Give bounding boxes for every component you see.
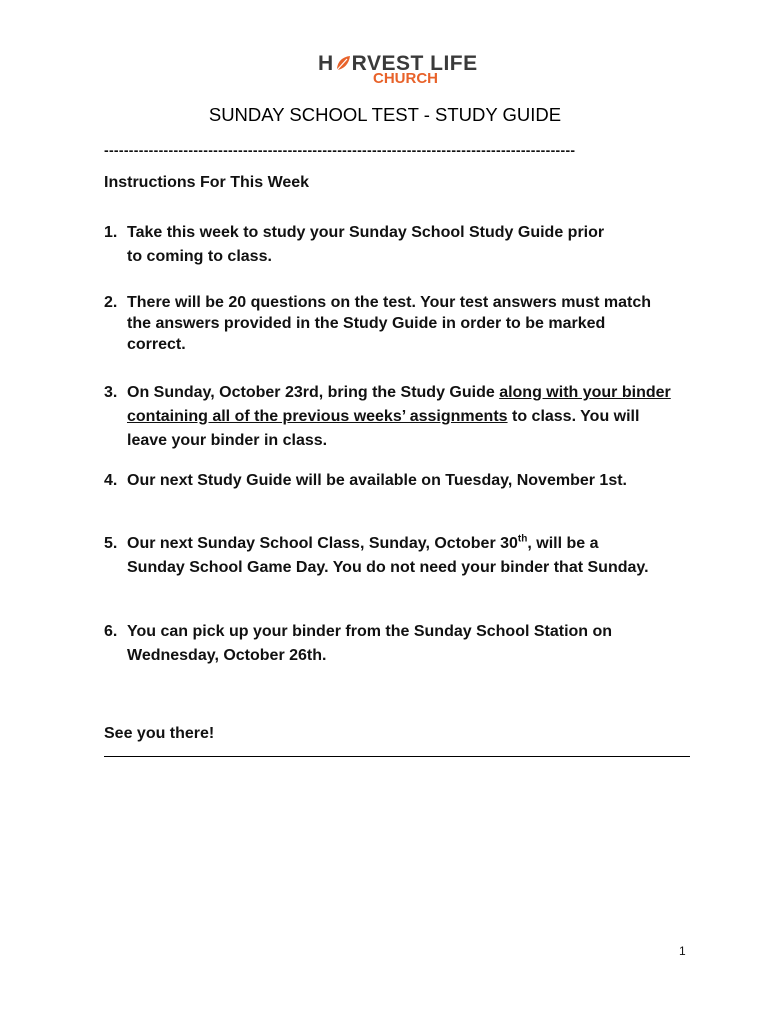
logo-text-rvest-life: RVEST LIFE: [351, 52, 478, 75]
list-item: [104, 532, 674, 580]
logo-letter-h: H: [318, 52, 334, 75]
underlined-text: along with your binder containing all of the previous weeks’ assignments: [127, 384, 671, 425]
list-item-text: [127, 381, 675, 453]
list-item-number: 6.: [104, 623, 118, 640]
superscript: th: [517, 533, 528, 545]
list-item: [104, 221, 674, 269]
list-item: [104, 620, 674, 668]
horizontal-rule: [104, 756, 690, 757]
list-item: [104, 292, 674, 355]
list-item-number: 1.: [104, 224, 118, 241]
closing-text: See you there!: [104, 725, 215, 742]
list-item-text: You can pick up your binder from the Sunday School Station on Wednesday, October 26th.: [127, 623, 613, 664]
dashed-separator: -----------------------------------------------------------------------------------------------: [104, 142, 576, 158]
list-item-text-part: to class. You will leave your binder in class.: [127, 408, 640, 449]
page-number: 1: [679, 944, 686, 958]
instructions-heading: Instructions For This Week: [104, 174, 310, 191]
page-title: SUNDAY SCHOOL TEST - STUDY GUIDE: [208, 104, 562, 125]
list-item: [104, 381, 674, 453]
logo-subtext: CHURCH: [373, 70, 438, 87]
list-item-text: There will be 20 questions on the test. Your test answers must match the answers provided in the Study Guide in order to be marked correct.: [127, 294, 651, 353]
list-item: [104, 469, 674, 493]
list-item-text-part: , will be a Sunday School Game Day. You do not need your binder that Sunday.: [127, 535, 649, 576]
list-item-number: 3.: [104, 384, 118, 401]
list-item-text: Our next Study Guide will be available on Tuesday, November 1st.: [127, 472, 627, 489]
list-item-text: [127, 532, 657, 580]
list-item-number: 4.: [104, 472, 118, 489]
list-item-text-part: On Sunday, October 23rd, bring the Study Guide: [127, 384, 500, 401]
list-item-number: 5.: [104, 535, 118, 552]
list-item-number: 2.: [104, 294, 118, 311]
list-item-text-part: Our next Sunday School Class, Sunday, October 30: [127, 535, 518, 552]
orange-leaf-icon: [334, 54, 352, 72]
list-item-text: Take this week to study your Sunday School Study Guide prior to coming to class.: [127, 224, 605, 265]
church-logo: [318, 52, 478, 88]
